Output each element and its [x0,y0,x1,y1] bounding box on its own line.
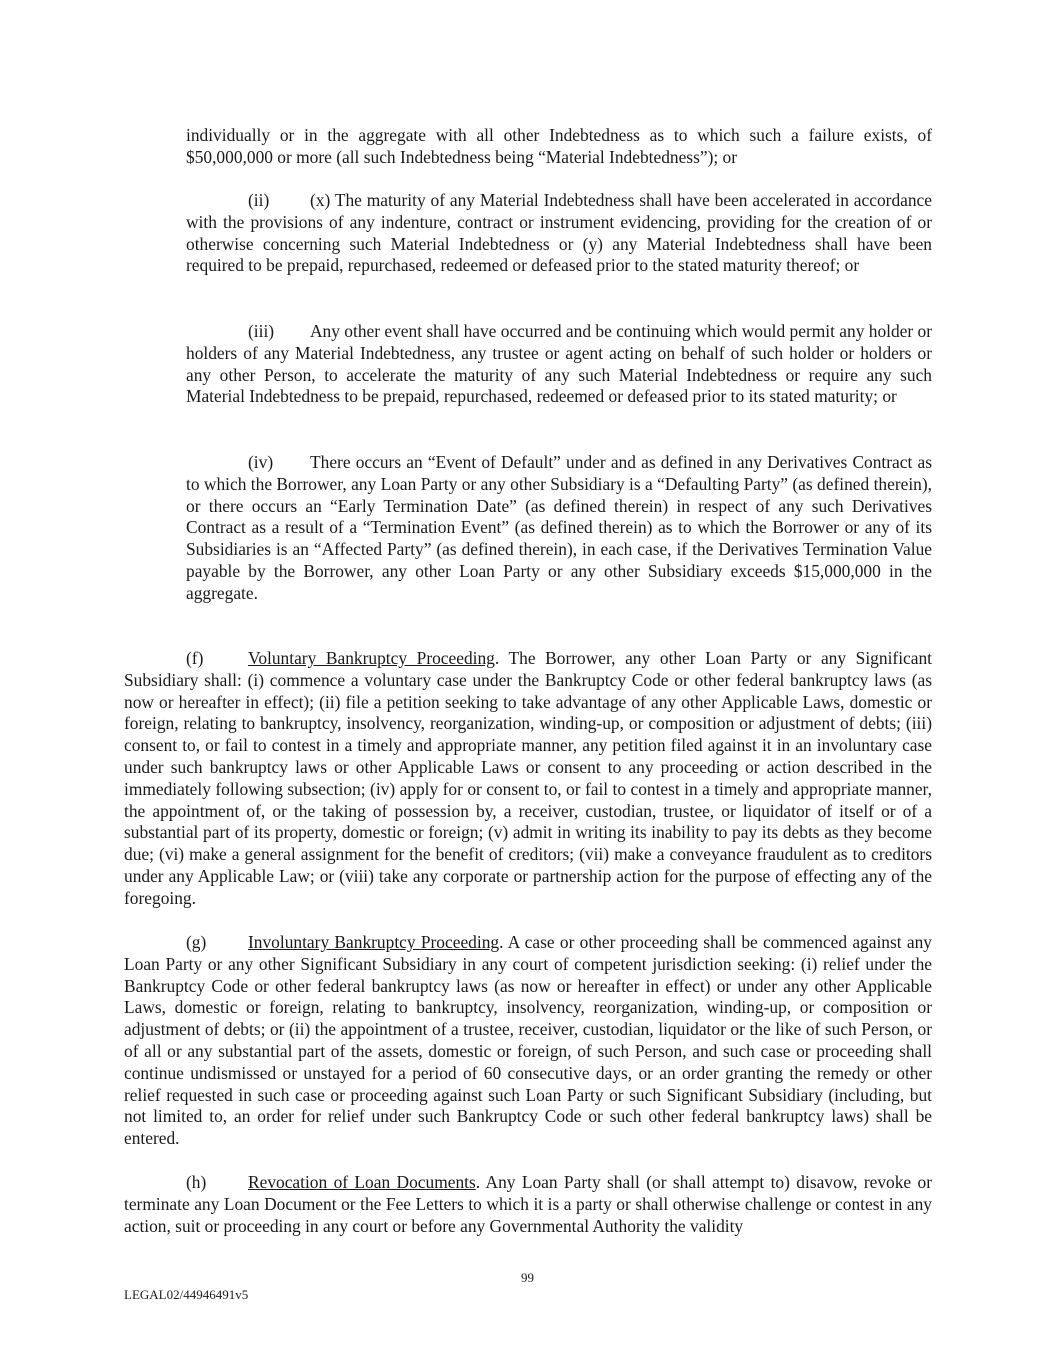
section-number: (h) [186,1172,207,1192]
subclause-iii [186,321,932,408]
section-g [124,932,932,1150]
subclause-number: (iv) [248,452,274,472]
section-heading: Voluntary Bankruptcy Proceeding [248,648,495,668]
subclause-number: (iii) [248,321,275,341]
subclause-ii [186,190,932,277]
section-number: (g) [186,932,207,952]
document-reference: LEGAL02/44946491v5 [124,1287,249,1302]
subclause-iv [186,452,932,605]
section-heading: Revocation of Loan Documents [248,1172,476,1192]
section-heading: Involuntary Bankruptcy Proceeding [248,932,500,952]
section-f [124,648,932,910]
subclause-text: Any other event shall have occurred and be continuing which would permit any holder or holders of any Material Indebtedness, any trustee or agent acting on behalf of such holder or holders or any other Person, to accelerate the maturity of any such Material Indebtedness or require any such Material Indebtedness to be prepaid, repurchased, redeemed or defeased prior to its stated maturity; or [186,321,933,407]
continuation-paragraph: individually or in the aggregate with all other Indebtedness as to which such a failure exists, of $50,000,000 or more (all such Indebtedness being “Material Indebtedness”); or [186,125,932,167]
page-number: 99 [521,1270,534,1285]
section-h [124,1172,932,1237]
section-text: . The Borrower, any other Loan Party or any Significant Subsidiary shall: (i) commence a voluntary case under the Bankruptcy Code or other federal bankruptcy laws (as now or hereafter in effect); (ii) file a petition seeking to take advantage of any other Applicable Laws, domestic or foreign, relating to bankruptcy, insolvency, reorganization, winding-up, or composition or adjustment of debts; (iii) consent to, or fail to contest in a timely and appropriate manner, any petition filed against it in an involuntary case under such bankruptcy laws or other Applicable Laws or consent to any proceeding or action described in the immediately following subsection; (iv) apply for or consent to, or fail to contest in a timely and appropriate manner, the appointment of, or the taking of possession by, a receiver, custodian, trustee, or liquidator of itself or of a substantial part of its property, domestic or foreign; (v) admit in writing its inability to pay its debts as they become due; (vi) make a general assignment for the benefit of creditors; (vii) make a conveyance fraudulent as to creditors under any Applicable Law; or (viii) take any corporate or partnership action for the purpose of effecting any of the foregoing. [124,648,932,908]
section-number: (f) [186,648,204,668]
subclause-text: (x) The maturity of any Material Indebtedness shall have been accelerated in accordance with the provisions of any indenture, contract or instrument evidencing, providing for the creation of or otherwise concerning such Material Indebtedness or (y) any Material Indebtedness shall have been required to be prepaid, repurchased, redeemed or defeased prior to the stated maturity thereof; or [186,190,932,276]
section-text: . A case or other proceeding shall be commenced against any Loan Party or any other Significant Subsidiary in any court of competent jurisdiction seeking: (i) relief under the Bankruptcy Code or other federal bankruptcy laws (as now or hereafter in effect) or under any other Applicable Laws, domestic or foreign, relating to bankruptcy, insolvency, reorganization, winding-up, or composition or adjustment of debts; or (ii) the appointment of a trustee, receiver, custodian, liquidator or the like of such Person, or of all or any substantial part of the assets, domestic or foreign, of such Person, and such case or proceeding shall continue undismissed or unstayed for a period of 60 consecutive days, or an order granting the remedy or other relief requested in such case or proceeding against such Loan Party or such Significant Subsidiary (including, but not limited to, an order for relief under such Bankruptcy Code or such other federal bankruptcy laws) shall be entered. [124,932,932,1149]
section-text: . Any Loan Party shall (or shall attempt to) disavow, revoke or terminate any Loan Document or the Fee Letters to which it is a party or shall otherwise challenge or contest in any action, suit or proceeding in any court or before any Governmental Authority the validity [124,1172,933,1236]
subclause-number: (ii) [248,190,270,210]
subclause-text: There occurs an “Event of Default” under and as defined in any Derivatives Contract as to which the Borrower, any Loan Party or any other Subsidiary is a “Defaulting Party” (as defined therein), or there occurs an “Early Termination Date” (as defined therein) in respect of any such Derivatives Contract as a result of a “Termination Event” (as defined therein) as to which the Borrower or any of its Subsidiaries is an “Affected Party” (as defined therein), in each case, if the Derivatives Termination Value payable by the Borrower, any other Loan Party or any other Subsidiary exceeds $15,000,000 in the aggregate. [186,452,932,603]
